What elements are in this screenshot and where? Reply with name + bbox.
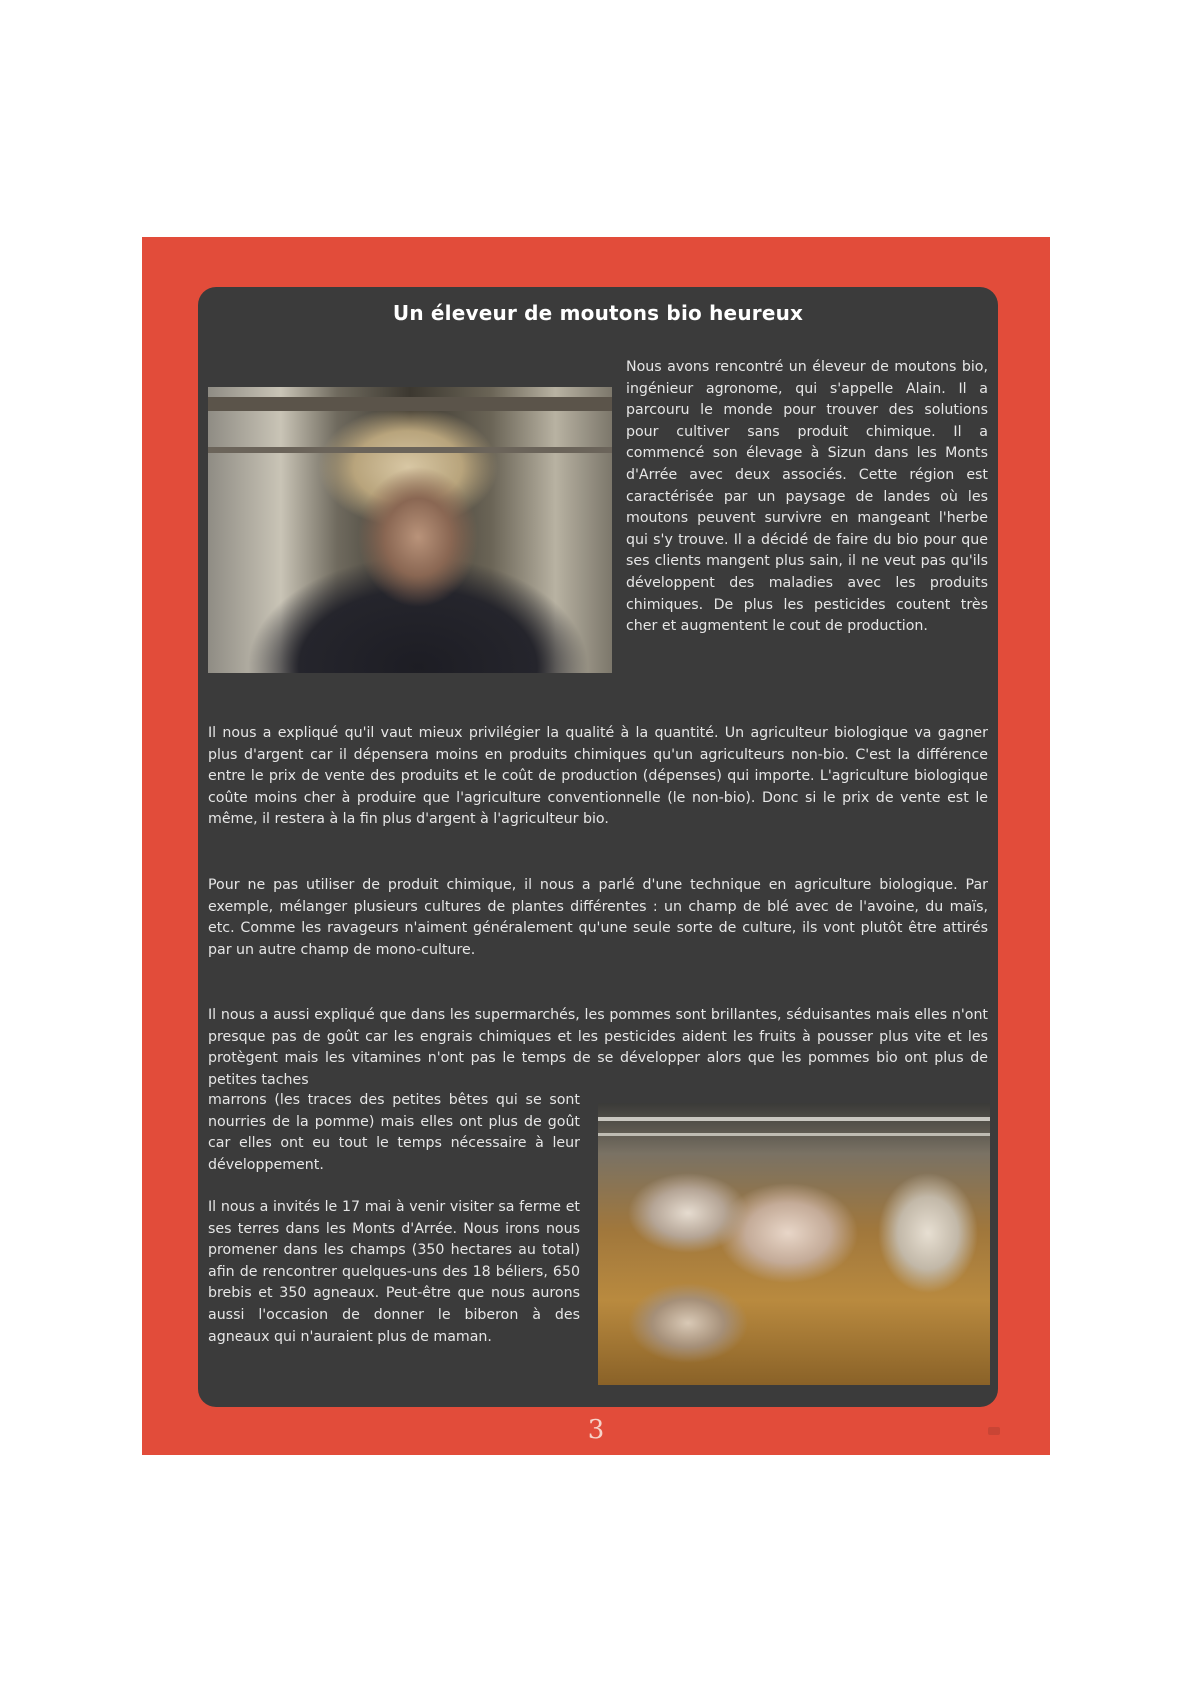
paragraph-intro: Nous avons rencontré un éleveur de moutons bio, ingénieur agronome, qui s'appelle Alain. Il a parcouru le monde pour trouver des solutions pour cultiver sans produit chimique. Il a commencé son élevage à Sizun dans les Monts d'Arrée avec deux associés. Cette région est caractérisée par un paysage de landes où les moutons peuvent survivre en mangeant l'herbe qui s'y trouve. Il a décidé de faire du bio pour que ses clients mangent plus sain, il ne veut pas qu'ils développent des maladies avec les produits chimiques. De plus les pesticides coutent très cher et augmentent le cout de production. bbox=[626, 359, 988, 635]
magazine-page bbox=[142, 237, 1050, 1455]
paragraph-apples: Il nous a aussi expliqué que dans les supermarchés, les pommes sont brillantes, séduisantes mais elles n'ont presque pas de goût car les engrais chimiques et les pesticides aident les fruits à pousser plus vite et les protègent mais les vitamines n'ont pas le temps de se développer alors que les pommes bio ont plus de petites taches bbox=[208, 1007, 988, 1088]
paragraph-quality: Il nous a expliqué qu'il vaut mieux privilégier la qualité à la quantité. Un agriculteur biologique va gagner plus d'argent car il dépensera moins en produits chimiques qu'un agriculteurs non-bio. C'est la différence entre le prix de vente des produits et le coût de production (dépenses) qui importe. L'agriculture biologique coûte moins cher à produire que l'agriculture conventionnelle (le non-bio). Donc si le prix de vente est le même, il restera à la fin plus d'argent à l'agriculteur bio. bbox=[208, 725, 988, 828]
article-panel bbox=[198, 287, 998, 1407]
article-title: Un éleveur de moutons bio heureux bbox=[392, 301, 804, 325]
page-number: 3 bbox=[587, 1415, 605, 1445]
pen-rail bbox=[598, 1117, 990, 1121]
paragraph-technique: Pour ne pas utiliser de produit chimique, il nous a parlé d'une technique en agriculture biologique. Par exemple, mélanger plusieurs cultures de plantes différentes : un champ de blé avec de l'avoine, du maïs, etc. Comme les ravageurs n'aiment généralement qu'une seule sorte de culture, ils vont plutôt être attirés par un autre champ de mono-culture. bbox=[208, 877, 988, 958]
pen-rail-lower bbox=[598, 1133, 990, 1136]
lambs-photo bbox=[598, 1103, 990, 1385]
barn-beam bbox=[208, 397, 612, 411]
paragraph-visit: Il nous a invités le 17 mai à venir visiter sa ferme et ses terres dans les Monts d'Arrée. Nous irons nous promener dans les champs (350 hectares au total) afin de rencontrer quelques-uns des 18 béliers, 650 brebis et 350 agneaux. Peut-être que nous aurons aussi l'occasion de donner le biberon à des agneaux qui n'auraient plus de maman. bbox=[208, 1199, 580, 1345]
farmer-photo bbox=[208, 387, 612, 673]
paragraph-apples-continued: marrons (les traces des petites bêtes qui se sont nourries de la pomme) mais elles ont plus de goût car elles ont eu tout le temps nécessaire à leur développement. bbox=[208, 1092, 580, 1173]
corner-mark bbox=[988, 1427, 1000, 1435]
barn-beam-lower bbox=[208, 447, 612, 453]
